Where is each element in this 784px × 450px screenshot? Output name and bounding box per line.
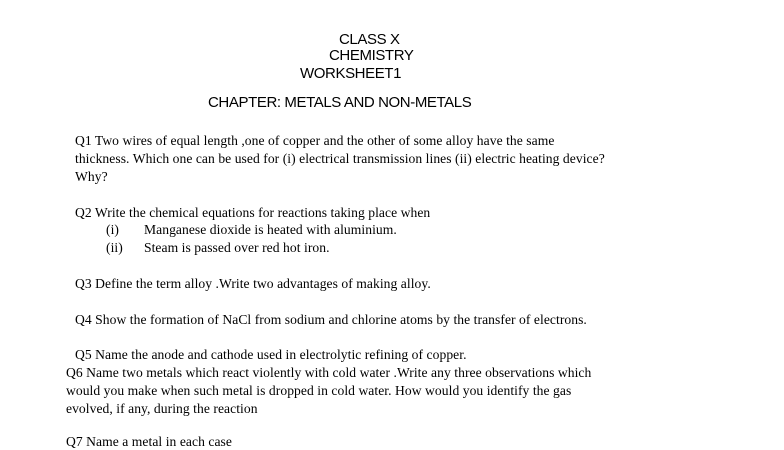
class-title: CLASS X <box>339 31 400 48</box>
q3-line1: Q3 Define the term alloy .Write two advantages of making alloy. <box>75 276 431 291</box>
q1-line1: Q1 Two wires of equal length ,one of copper and the other of some alloy have the same <box>75 133 555 148</box>
q1-line2: thickness. Which one can be used for (i) electrical transmission lines (ii) electric heating device? <box>75 151 605 166</box>
q7-line1-partial: Q7 Name a metal in each case <box>66 434 232 449</box>
q1-line3: Why? <box>75 169 108 184</box>
worksheet-title: WORKSHEET1 <box>300 65 402 82</box>
q2-item-1-text: Manganese dioxide is heated with aluminium. <box>144 222 397 237</box>
subject-title: CHEMISTRY <box>329 47 414 64</box>
q6-line1: Q6 Name two metals which react violently with cold water .Write any three observations which <box>66 365 592 380</box>
q2-line1: Q2 Write the chemical equations for reactions taking place when <box>75 205 431 220</box>
q4-line1: Q4 Show the formation of NaCl from sodium and chlorine atoms by the transfer of electrons. <box>75 312 587 327</box>
q2-item-2 <box>106 240 330 256</box>
q2-item-2-marker: (ii) <box>106 240 123 255</box>
q5-line1: Q5 Name the anode and cathode used in electrolytic refining of copper. <box>75 347 467 362</box>
chapter-title: CHAPTER: METALS AND NON-METALS <box>208 94 472 111</box>
q6-line3: evolved, if any, during the reaction <box>66 401 258 416</box>
q2-item-2-text: Steam is passed over red hot iron. <box>144 240 330 255</box>
q2-item-1-marker: (i) <box>106 222 119 237</box>
q2-item-1 <box>106 222 397 238</box>
q6-line2: would you make when such metal is dropped in cold water. How would you identify the gas <box>66 383 572 398</box>
